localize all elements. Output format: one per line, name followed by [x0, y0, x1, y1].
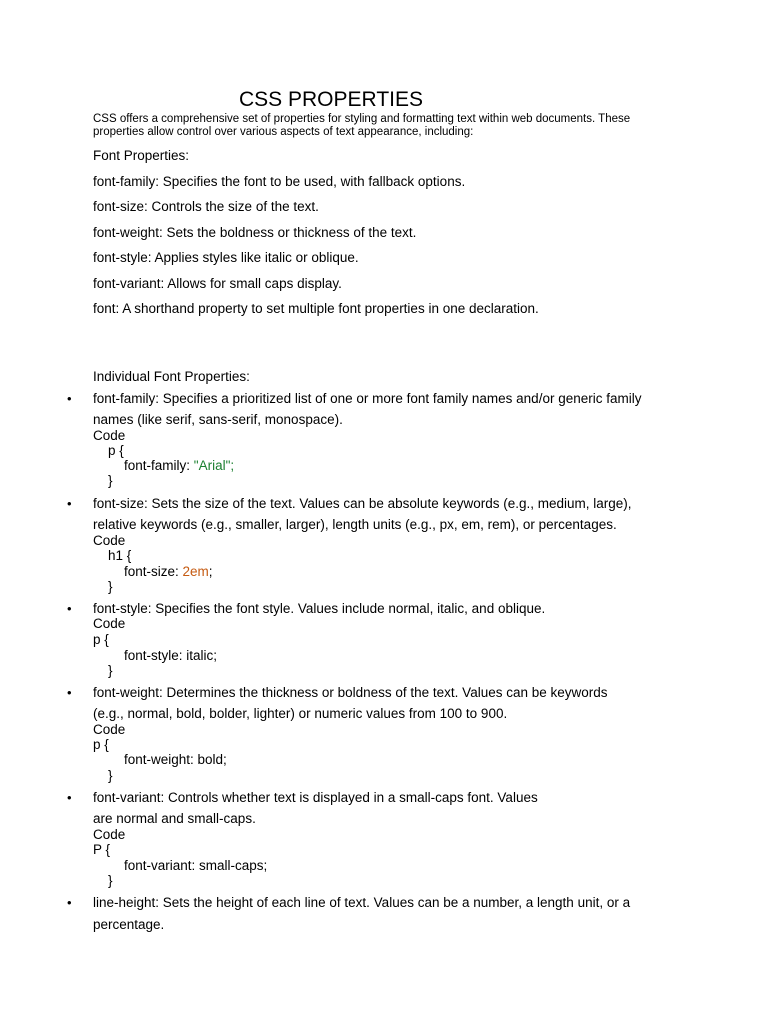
code-number-value: 2em [182, 564, 209, 579]
code-line: } [108, 768, 113, 783]
item-description: font-size: Sets the size of the text. Values can be absolute keywords (e.g., medium, large), [93, 496, 632, 511]
code-line: } [108, 473, 113, 488]
font-property-item: font-variant: Allows for small caps display. [93, 276, 342, 291]
item-description: font-weight: Determines the thickness or boldness of the text. Values can be keywords [93, 685, 608, 700]
bullet-icon: • [67, 601, 72, 616]
font-property-item: font-weight: Sets the boldness or thickness of the text. [93, 225, 417, 240]
code-line: } [108, 579, 113, 594]
code-line: } [108, 873, 113, 888]
item-description: names (like serif, sans-serif, monospace). [93, 412, 343, 427]
code-line: font-weight: bold; [124, 752, 227, 767]
code-string-value: "Arial"; [193, 458, 235, 473]
item-description: font-family: Specifies a prioritized list of one or more font family names and/or generic family [93, 391, 642, 406]
code-line: font-variant: small-caps; [124, 858, 268, 873]
code-label: Code [93, 616, 126, 631]
item-description: percentage. [93, 917, 165, 932]
code-label: Code [93, 722, 126, 737]
font-properties-heading: Font Properties: [93, 148, 190, 163]
code-line [124, 564, 213, 580]
font-property-item: font-size: Controls the size of the text. [93, 199, 319, 214]
code-property: font-size: [124, 564, 183, 579]
item-description: are normal and small-caps. [93, 811, 256, 826]
item-description: font-variant: Controls whether text is displayed in a small-caps font. Values [93, 790, 538, 805]
page-title: CSS PROPERTIES [239, 88, 423, 111]
intro-paragraph: CSS offers a comprehensive set of properties for styling and formatting text within web documents. These properties allow control over various aspects of text appearance, including: [93, 113, 631, 138]
bullet-icon: • [67, 895, 72, 910]
bullet-icon: • [67, 685, 72, 700]
font-property-item: font: A shorthand property to set multiple font properties in one declaration. [93, 301, 539, 316]
font-property-item: font-style: Applies styles like italic or oblique. [93, 250, 359, 265]
font-property-item: font-family: Specifies the font to be used, with fallback options. [93, 174, 466, 189]
code-property: font-family: [124, 458, 194, 473]
code-line [124, 458, 234, 474]
code-line: p { [93, 632, 109, 647]
code-label: Code [93, 533, 126, 548]
code-label: Code [93, 428, 126, 443]
code-label: Code [93, 827, 126, 842]
code-line: P { [93, 842, 111, 857]
bullet-icon: • [67, 391, 72, 406]
item-description: (e.g., normal, bold, bolder, lighter) or numeric values from 100 to 900. [93, 706, 508, 721]
code-line: p { [93, 737, 109, 752]
code-line: h1 { [108, 548, 132, 563]
code-line: p { [108, 443, 124, 458]
code-line: font-style: italic; [124, 648, 218, 663]
item-description: relative keywords (e.g., smaller, larger), length units (e.g., px, em, rem), or percentages. [93, 517, 617, 532]
item-description: font-style: Specifies the font style. Values include normal, italic, and oblique. [93, 601, 546, 616]
code-line: } [108, 663, 113, 678]
bullet-icon: • [67, 496, 72, 511]
code-suffix: ; [208, 564, 213, 579]
bullet-icon: • [67, 790, 72, 805]
individual-heading: Individual Font Properties: [93, 369, 250, 384]
item-description: line-height: Sets the height of each line of text. Values can be a number, a length unit, or a [93, 895, 631, 910]
